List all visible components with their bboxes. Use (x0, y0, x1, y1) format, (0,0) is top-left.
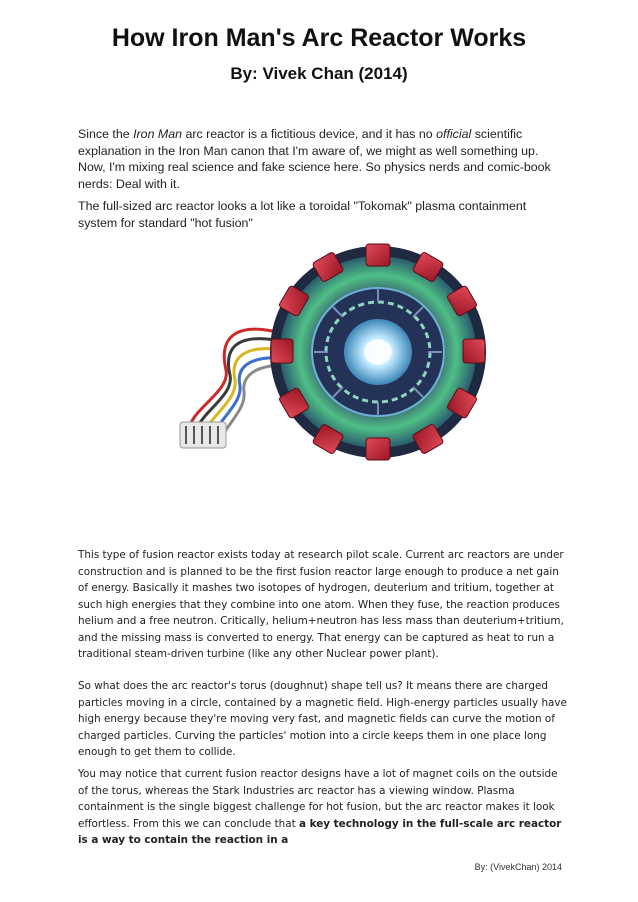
body-paragraph-2: So what does the arc reactor's torus (doughnut) shape tell us? It means there are charged particles moving in a circle, contained by a magnetic field. High-energy particles usually have high energy because they're moving very fast, and magnetic fields can curve the motion of charged particles. Curving the particles' motion into a circle keeps them in one place long enough to get them to collide. (78, 680, 567, 758)
body-paragraph-3: You may notice that current fusion reactor designs have a lot of magnet coils on the outside of the torus, whereas the Stark Industries arc reactor has a viewing window. Plasma containment is the single biggest challenge for hot fusion, but the arc reactor makes it look effortless. From this we can conclude that a key technology in the full-scale arc reactor is a way to contain the reaction in a (78, 768, 562, 846)
body-paragraph-1: This type of fusion reactor exists today at research pilot scale. Current arc reactors are under construction and is planned to be the first fusion reactor large enough to produce a net gain of energy. Basically it mashes two isotopes of hydrogen, deuterium and tritium, together at such high energies that they combine into one atom. When they fuse, the reaction produces helium and a free neutron. Critically, helium+neutron has less mass than deuterium+tritium, and the missing mass is converted to energy. That energy can be captured as heat to run a traditional steam-driven turbine (like any other Nuclear power plant). (78, 549, 564, 660)
page-footer: By: (VivekChan) 2014 (474, 862, 562, 872)
page-title: How Iron Man's Arc Reactor Works (111, 24, 527, 52)
arc-reactor-image (178, 240, 498, 480)
author-byline: By: Vivek Chan (2014) (230, 64, 408, 83)
wire-connector (180, 422, 226, 448)
intro-paragraph-2: The full-sized arc reactor looks a lot like a toroidal "Tokomak" plasma containment system for standard "hot fusion" (78, 199, 527, 230)
reactor-core-center (364, 339, 392, 365)
intro-paragraph-1: Since the Iron Man arc reactor is a fictitious device, and it has no official scientific explanation in the Iron Man canon that I'm aware of, we might as well something up. Now, I'm mixing real science and fake science here. So physics nerds and comic-book nerds: Deal with it. (78, 127, 551, 191)
